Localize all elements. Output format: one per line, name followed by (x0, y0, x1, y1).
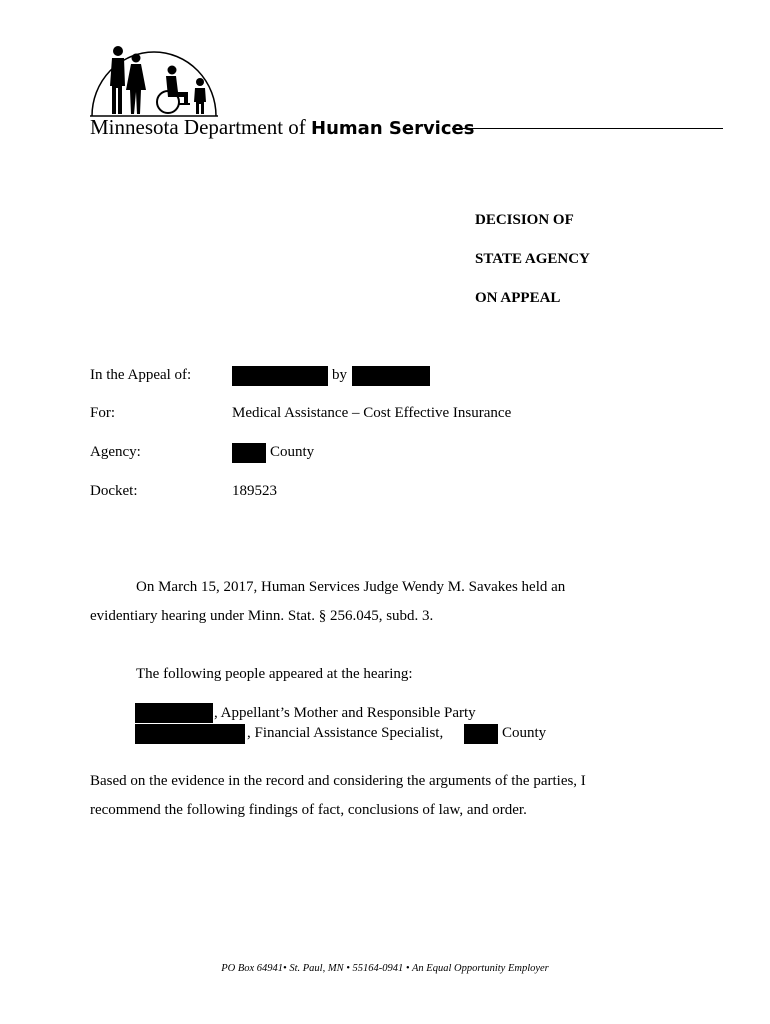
docket-label: Docket: (90, 483, 138, 499)
docket-value: 189523 (232, 483, 277, 499)
agency-value: County (270, 444, 315, 460)
title-line-3: ON APPEAL (475, 290, 561, 306)
title-line-2: STATE AGENCY (475, 251, 590, 267)
appeal-by: by (332, 367, 347, 383)
agency-label: Agency: (90, 444, 141, 460)
paragraph-2: The following people appeared at the hearing: (136, 666, 413, 682)
redaction-representative (352, 366, 430, 386)
paragraph-3-line-2: recommend the following findings of fact, conclusions of law, and order. (90, 802, 527, 818)
redaction-person-2-county (464, 724, 498, 744)
footer-address: PO Box 64941• St. Paul, MN • 55164-0941 • An Equal Opportunity Employer (221, 963, 549, 974)
attendee-2-county: County (502, 725, 547, 741)
paragraph-1-line-2: evidentiary hearing under Minn. Stat. § 256.045, subd. 3. (90, 608, 434, 624)
redaction-county (232, 443, 266, 463)
redaction-person-2 (135, 724, 245, 744)
dhs-logo (88, 42, 220, 118)
for-value: Medical Assistance – Cost Effective Insurance (232, 405, 512, 421)
attendee-1-role: , Appellant’s Mother and Responsible Party (214, 705, 476, 721)
appeal-label: In the Appeal of: (90, 367, 192, 383)
redaction-appellant (232, 366, 328, 386)
agency-name-emphasis: Human Services (311, 118, 475, 139)
for-label: For: (90, 405, 116, 421)
agency-name-prefix: Minnesota Department of (90, 115, 306, 139)
attendee-2-role: , Financial Assistance Specialist, (247, 725, 444, 741)
paragraph-1-line-1: On March 15, 2017, Human Services Judge Wendy M. Savakes held an (136, 579, 566, 595)
paragraph-3-line-1: Based on the evidence in the record and considering the arguments of the parties, I (90, 773, 586, 789)
redaction-person-1 (135, 703, 213, 723)
header-rule (452, 128, 723, 129)
title-line-1: DECISION OF (475, 212, 574, 228)
agency-name (90, 114, 474, 142)
